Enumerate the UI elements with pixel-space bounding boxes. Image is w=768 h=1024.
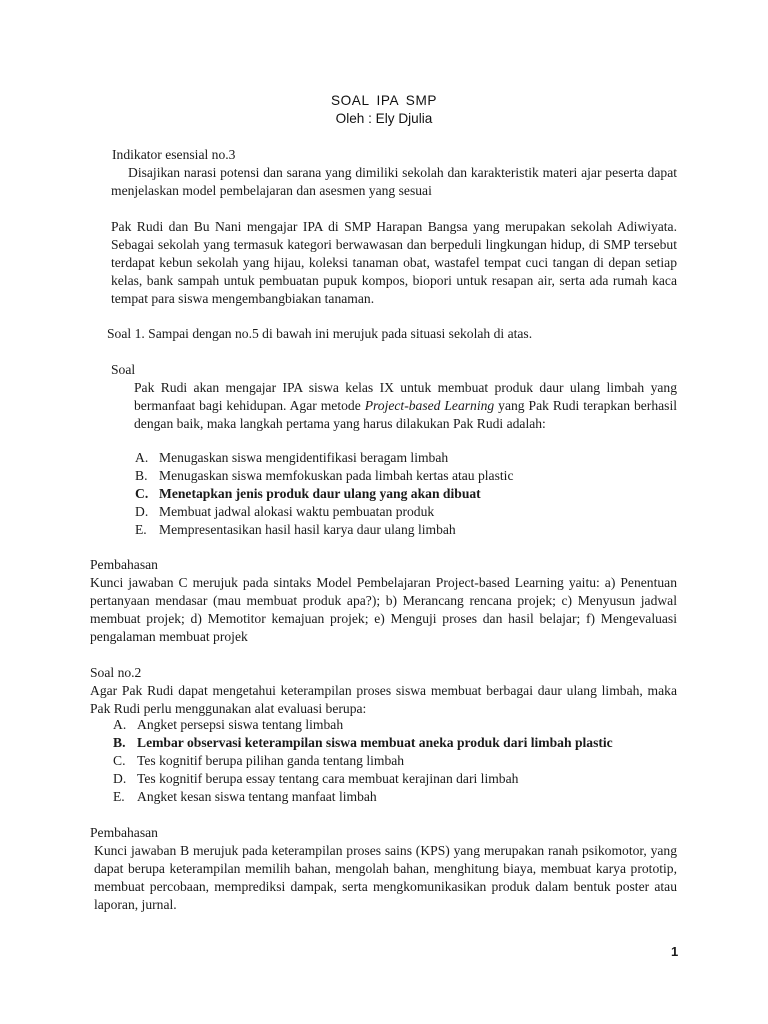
soal2-option-d (113, 770, 703, 788)
option-letter: E. (135, 522, 147, 537)
soal1-options (135, 449, 695, 539)
option-letter: B. (113, 735, 126, 750)
soal2-option-e (113, 788, 703, 806)
pembahasan1-text: Kunci jawaban C merujuk pada sintaks Model Pembelajaran Project-based Learning yaitu: a) Penentuan pertanyaan mendasar (mau membuat produk apa?); b) Merancang rencana projek; c) Menyusun jadwal membuat projek; d) Memotitor kemajuan projek; e) Menguji proses dan hasil belajar; f) Mengevaluasi pengalaman membuat projek (90, 575, 677, 644)
pembahasan1-label: Pembahasan (90, 557, 158, 572)
soal1-stem-before: Pak Rudi akan mengajar IPA siswa kelas IX untuk membuat produk daur ulang limbah yang bermanfaat bagi kehidupan. Agar metode (134, 380, 677, 413)
option-text: Menetapkan jenis produk daur ulang yang akan dibuat (159, 486, 481, 501)
soal2-option-b-answer (113, 734, 703, 752)
soal2-options (113, 716, 703, 806)
soal1-option-a (135, 449, 695, 467)
soal1-option-b (135, 467, 695, 485)
document-author: Oleh : Ely Djulia (335, 111, 433, 126)
soal2-stem: Agar Pak Rudi dapat mengetahui keterampilan proses siswa membuat berbagai daur ulang limbah, maka Pak Rudi perlu menggunakan alat evaluasi berupa: (90, 683, 677, 716)
document-title: SOAL IPA SMP (330, 93, 438, 108)
soal1-stem (134, 379, 677, 433)
option-text: Tes kognitif berupa pilihan ganda tentang limbah (137, 753, 405, 768)
soal2-option-c (113, 752, 703, 770)
indikator-text: Disajikan narasi potensi dan sarana yang dimiliki sekolah dan karakteristik materi ajar peserta dapat menjelaskan model pembelajaran dan asesmen yang sesuai (111, 165, 677, 198)
option-letter: B. (135, 468, 148, 483)
narasi-paragraph: Pak Rudi dan Bu Nani mengajar IPA di SMP Harapan Bangsa yang merupakan sekolah Adiwiyata. Sebagai sekolah yang termasuk kategori berwawasan dan berpeduli lingkungan hidup, di SMP tersebut terdapat kebun sekolah yang hijau, koleksi tanaman obat, wastafel tempat cuci tangan di depan setiap kelas, bank sampah untuk pembuatan pupuk kompos, biopori untuk resapan air, serta ada rumah kaca tempat para siswa mengembangbiakan tanaman. (111, 219, 677, 306)
soal2-option-a (113, 716, 703, 734)
soal1-label: Soal (111, 362, 136, 377)
option-letter: C. (135, 486, 149, 501)
option-text: Tes kognitif berupa essay tentang cara membuat kerajinan dari limbah (137, 771, 519, 786)
option-text: Mempresentasikan hasil hasil karya daur ulang limbah (159, 522, 456, 537)
soal2-label: Soal no.2 (90, 665, 142, 680)
soal1-option-c-answer (135, 485, 695, 503)
option-text: Angket kesan siswa tentang manfaat limbah (137, 789, 377, 804)
option-letter: C. (113, 753, 126, 768)
indikator-label: Indikator esensial no.3 (112, 147, 236, 162)
option-letter: E. (113, 789, 125, 804)
option-letter: D. (113, 771, 127, 786)
pembahasan2-text: Kunci jawaban B merujuk pada keterampilan proses sains (KPS) yang merupakan ranah psikomotor, yang dapat berupa keterampilan memilih bahan, mengolah bahan, menghitung biaya, membuat karya prototip, membuat percobaan, memprediksi dampak, serta mengkomunikasikan produk dalam bentuk poster atau laporan, jurnal. (94, 843, 677, 912)
option-text: Menugaskan siswa mengidentifikasi beragam limbah (159, 450, 449, 465)
soal1-intro: Soal 1. Sampai dengan no.5 di bawah ini merujuk pada situasi sekolah di atas. (107, 326, 533, 341)
soal1-option-d (135, 503, 695, 521)
pembahasan2-label: Pembahasan (90, 825, 158, 840)
soal1-stem-method: Project-based Learning (364, 398, 495, 413)
page-number: 1 (671, 944, 679, 959)
option-letter: D. (135, 504, 149, 519)
soal1-option-e (135, 521, 695, 539)
option-text: Lembar observasi keterampilan siswa membuat aneka produk dari limbah plastic (137, 735, 613, 750)
option-text: Angket persepsi siswa tentang limbah (137, 717, 344, 732)
option-text: Menugaskan siswa memfokuskan pada limbah kertas atau plastic (159, 468, 514, 483)
option-letter: A. (135, 450, 149, 465)
option-text: Membuat jadwal alokasi waktu pembuatan produk (159, 504, 435, 519)
soal1-stem-after: yang Pak Rudi terapkan berhasil dengan baik, maka langkah pertama yang harus dilakukan Pak Rudi adalah: (134, 398, 677, 431)
option-letter: A. (113, 717, 127, 732)
